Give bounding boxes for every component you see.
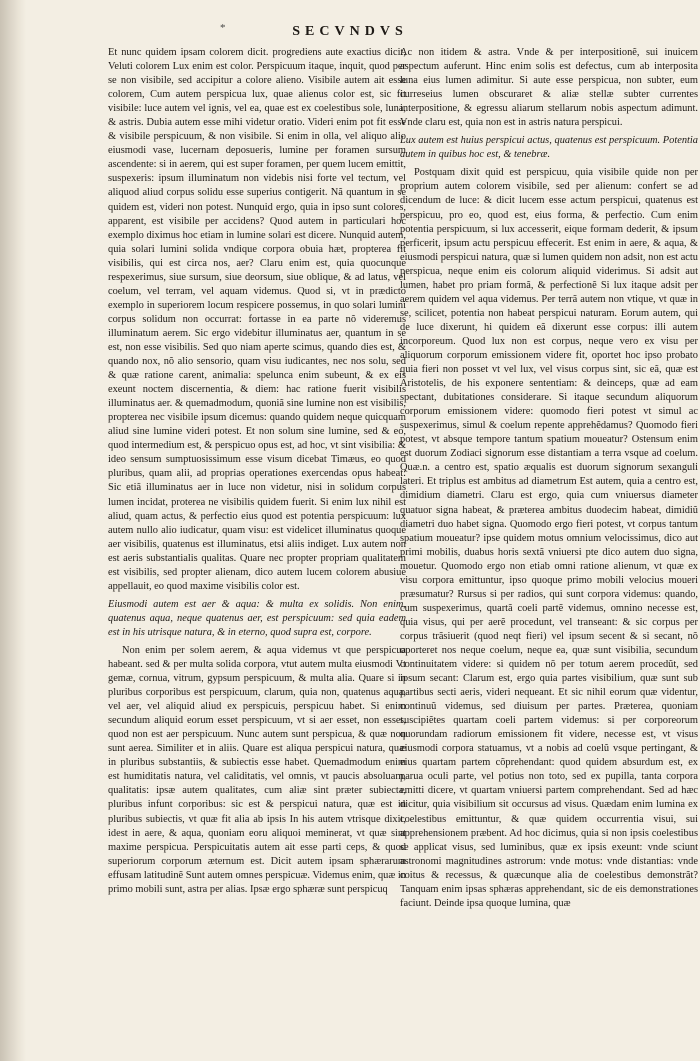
running-title: SECVNDVS [292, 24, 408, 39]
right-column [400, 46, 698, 1046]
leaf-mark: * [220, 22, 226, 34]
right-paragraph-2: Postquam dixit quid est perspicuu, quia visibile quide non per proprium autem colorem visibile, sed per alienum: confert se ad dicendum de luce: & dicit lucem esse actum perspicui, quatenus est perspicuu, pro eo, quod est, eius forma, & perfectio. Cum enim potentia perspicuum, si lux accesserit, eique formam dederit, & ipsum perficerit, ipsum actu perspicuu effecerit. Est enim in aere, & aqua, & eiusmodi perspicui natura, quæ si lumen quidem non adsit, non est actu perspicua, neque enim eis colorum aliquid viderimus. Si adsit aut lumen, habet pro priam formã, & perfectionẽ Si lux itaque adsit per aerem quidem vel aqua videmus. Per terrã autem non vtique, vt quæ in se, scilicet, potentia non habeat perspicui naturam. Eorum autem, qui de luce dixerunt, hi quidem eã dixerunt esse corpus: illi autem incorporeum. Quod lux non est corpus, neque vero ex visu per aliquorum corporum emissionem videre fit, oportet hoc ipso probato quia fieri non posset vt vel lux, vel visus corpus sint, sic eã, quæ est Aristotelis, de his exponere sententiam: & deinceps, quæ ad eam spectant, dubitationes considerare. Si itaque secundum aliquorum corporum emissionem videre: quomodo fieri potest vt simul ac suspexerimus, simul & coelum repente apprehẽdamus? Quomodo fieri potest, vt absque tempore tantum spatium moueatur? Ostensum enim est duorum Zodiaci signorum esse distantiam a terra vsque ad coelum. Quæ.n. a centro est, spatio æqualis est duorum signorum sexanguli lateri. Et triplus est ambitus ad diametrum Est autem, quia a centro est, dimidium diametri. Claru est ergo, quia cum vniuersus diameter quatuor signa habeat, & præterea ambitus duodecim habeat, dimidiũ diametri duo habet signa. Quomodo ergo fieri potest, vt corpus tantum spatium moueatur? ipse quidem motus omnium velocissimus, dico aut primi mobilis, duabus horis sextã vniuersi pte dico autem duo signa, mouetur. Quomodo ergo non etiab omni ratione alienum, vt quæ ex visu corpora emittuntur, ipso quoque primo mobili velocius moueri præsumatur? Rursus si per radios, qui sunt corpora videmus: quando, cum suspexerimus, quartã coeli partẽ videmus, omnino necesse est, quia visus, qui per aerẽ procedunt, vel transeant: & sic corpus per corpus trãsiuerit (quod neqt fieri) vel ipsum secent & si secant, nõ oporteret nos neque coelum, neque ea, quæ sunt visibilia, secundum continuitatem videre: si quidem nõ per totum aerem procedũt, sed ipsum secant: Clarum est, ergo quia partes visibilium, quæ sunt sub partibus secti aeris, videri nequeant. Et sic nihil eorum quæ videntur, continuũ videmus, sed diuisum per partes. Præterea, quoniam suscipiẽtes quartam coeli partem videmus: si per corporeorum quorundam radiorum emissionem fit videre, necesse est, vt visus eiusmodi corpora statuamus, vt a nobis ad coelũ vsque pertingant, & eius quartam partem cõprehendant: quod quidem absurdum est, ex parua oculi parte, vel potius non toto, sed ex pupilla, tanta corpora emitti dicere, vt quartam vniuersi partem comprehendant. Sed ad hæc dicitur, quia visibilium sit occursus ad visus. Quædam enim lumina ex coelestibus emittuntur, & quæ quidem occurrentia visui, sui apprehensionem præbent. Ad hoc dicimus, quia si non ipsis coelestibus se applicat visus, sed luminibus, quæ ex ipsis exeunt: vnde sciunt astronomi magnitudines astrorum: vnde motus: vnde distantias: vnde coitus & recessus, & quæcunque alia de coelestibus demonstrãt? Tanquam enim ipsas sphæras apprehendant, sic de eis demonstrationes faciunt. Deinde ipsa quoque lumina, quæ [400, 167, 698, 909]
binding-gutter [0, 0, 26, 1061]
left-paragraph-2: Non enim per solem aerem, & aqua videmus vt que perspicua habeant. sed & per multa solida corpora, vtut autem multa eiusmodi Vt gemæ, cornua, vitrum, gypsum perspicuum, & multa alia. Quare si in pluribus corporibus est perspicuum, clarum, quia non, quatenus aqua, vel aer, vel aliquid aliud ex perspicuis, perspicuu habet. Si enim secundum aliquid eorum esset perspicuum, vt si aer esset, non esset, quod non est aer perspicuum. Nunc autem sunt perspicua, & quæ non sunt aerea. Similiter et in aliis. Quare est aliqua perspicui natura, quæ in pluribus substantiis, & subiectis esse habet. Quemadmodum enim est humiditatis natura, vel caliditatis, vel omnis, vt paucis absoluam, qualitatis: ipsæ autem qualitates, cum aliæ sint præter subiecta, pluribus infunt corporibus: sic est & perspicui natura, quæ est in pluribus subiectis, vt quæ fit alia ab ipsis In his autem vtrisque dixit, idest in aere, & aqua, quoniam eoru aliquoi meminerat, vt quæ sint maxime perspicua. Perspicuitatis autem ait esse parti ceps, & quod superiorum corporum æternum est. Dicit autem ipsam sphærarum effusam latitudinẽ Sunt autem omnes perspicuæ. Videmus enim, quæ in primo mobili sunt, astra per alias. Ipsæ ergo sphæræ sunt perspicuq [108, 644, 406, 895]
left-column [108, 46, 406, 1046]
left-paragraph-1: Et nunc quidem ipsam colorem dicit. progrediens aute exactius dicit, Veluti colorem Lux enim est color. Perspicuum itaque, inquit, quod per se non visibile, sed accipitur a colore alieno. Visibile autem ait esse colorem, Cum autem perspicua lux, quae alienus color est, sic fit visibile: luce autem vel ignis, vel ea, quae est ex coelestibus sole, luna, & astris. Dubia autem esse mihi videtur oratio. Videri enim pot fit esse & visibile perspicuum, & non visibile. Si enim in olla, vel aliquo alio eiusmodi vase, lucernam deposueris, lumine per foramen sursum ascendente: si in aerem, qui est super foramen, per quem lucem emittit, suspexeris: ipsum illuminatum non videbis nisi forte vel tectum, vel aliquod aliud corpus solidu esse superius contigerit. Nã quantum in se quidem est, videri non potest. Nunquid ergo, quia in ipso sunt colores, apparent, est visibile per accidens? Quod autem in particulari hoc exemplo diximus hoc etiam in lumine solari est dicere. Nunquid autem, quia solari lumini solida vndique corpora obuia hæt, propterea fit visibilis, qui est circa nos, aer? Claru enim est, quia quocunque respexerimus, siue sursum, siue deorsum, siue oblique, & ad latus, vel coelum, vel terram, vel aquam videmus. Quod si, vt in prædicto exemplo in superiorem locum respicere possemus, in quo solari lumini corpus solidum non occurrat: fortasse in ea parte nõ videremus illuminatum aerem. Sic ergo videbitur illuminatus aer, quantum in se est, non esse visibilis. Sed quo niam aperte scimus, quando dies est, & quando nox, nõ alio sensorio, quam visu iudicantes, nec nos solu, sed & quæ ratione carent, animalia: spelunca enim subeunt, & ex eis exeunt noctem discernentia, & diem: hac ratione fuerit visibilis illuminatus aer. & quemadmodum, quoniã sine lumine non est visibilis, propterea nec visibile ipsum dicemus: quando quidem neque quicquam aliud sine lumine videri potest. Et non solum sine lumine, sed & eo, quod intermedium est, & perspicuo opus est, ad hoc, vt sint visibilia: & ideo sensum sumptuosissimum esse visum dicebat Timæus, eo quod pluribus, quam alii, ad proprias operationes exercendas opus habeat: Sic etiã illuminatus aer in luce non videtur, nisi in solidum corpus lumen incidat, proterea ne visibilis quidem fuerit. Si enim lux nihil est aliud, quam actus, & perfectio eius quod est potentia perspicuum: lux autem nullo alio iudicatur, quam visu: est videlicet illuminatus quoque aer visibilis, quatenus est illuminatus, etsi aliis indiget. Lux autem non est aeris substantialis qualitas. Quare nec propter propriam qualitatem est visibilis, sed propter alienam, dico autem lucem colorem abusiue appellauit, eo quod maxime visibilis color est. [108, 47, 406, 592]
right-paragraph-1: Ac non itidem & astra. Vnde & per interpositionẽ, sui inuicem aspectum auferunt. Hinc enim solis est defectus, cum ab interposita luna eius lumen adimitur. Si aute esse perspicua, non subter, eum curreseius lumen obscuraret & aliæ stellæ subter currentes interpositione, & egressu aliarum stellarum nobis aspectum adimunt. Vnde claru est, quia non est in astris natura perspicui. [400, 47, 698, 129]
left-lemma: Eiusmodi autem est aer & aqua: & multa ex solidis. Non enim, quatenus aqua, neque quatenus aer, est perspicuum: sed quia eadem est in his utrisque natura, & in eterno, quod supra est, corpore. [108, 598, 406, 638]
right-lemma: Lux autem est huius perspicui actus, quatenus est perspicuum. Potentia autem in quibus hoc est, & tenebræ. [400, 135, 698, 161]
